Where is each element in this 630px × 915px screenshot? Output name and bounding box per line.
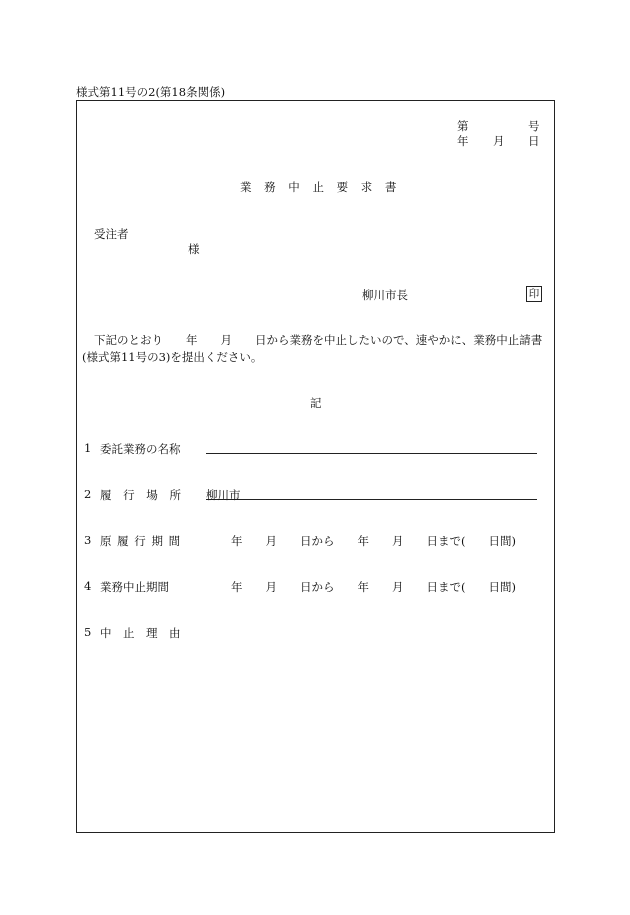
header-dai: 第	[457, 119, 469, 133]
item-number: 3	[84, 533, 92, 547]
item-label-suspension-period: 業務中止期間	[100, 580, 169, 594]
form-frame	[76, 100, 555, 833]
location-value: 柳川市	[206, 488, 241, 502]
location-line[interactable]	[206, 499, 537, 500]
item-label-business-name: 委託業務の名称	[100, 442, 181, 456]
item-number: 2	[84, 487, 92, 501]
item-number: 5	[84, 625, 92, 639]
item-number: 4	[84, 579, 92, 593]
item-label-suspension-reason: 中 止 理 由	[100, 626, 181, 640]
recipient-label: 受注者	[94, 227, 129, 241]
form-reference: 様式第11号の2(第18条関係)	[76, 85, 226, 99]
document-title: 業 務 中 止 要 求 書	[240, 180, 397, 194]
business-name-line[interactable]	[206, 453, 537, 454]
suspension-period-value: 年 月 日から 年 月 日まで( 日間)	[231, 580, 516, 594]
item-label-original-period: 原 履 行 期 間	[100, 534, 181, 548]
item-number: 1	[84, 441, 92, 455]
header-day: 日	[528, 134, 540, 148]
body-line-1: 下記のとおり 年 月 日から業務を中止したいので、速やかに、業務中止請書	[94, 333, 543, 347]
header-year: 年	[457, 134, 469, 148]
issuer-name: 柳川市長	[362, 288, 408, 302]
original-period-value: 年 月 日から 年 月 日まで( 日間)	[231, 534, 516, 548]
header-month: 月	[493, 134, 505, 148]
ki-heading: 記	[310, 396, 322, 410]
item-label-location: 履 行 場 所	[100, 488, 181, 502]
header-go: 号	[528, 119, 540, 133]
recipient-honorific: 様	[188, 242, 200, 256]
body-line-2: (様式第11号の3)を提出ください。	[82, 350, 263, 364]
seal-mark: 印	[526, 286, 542, 302]
